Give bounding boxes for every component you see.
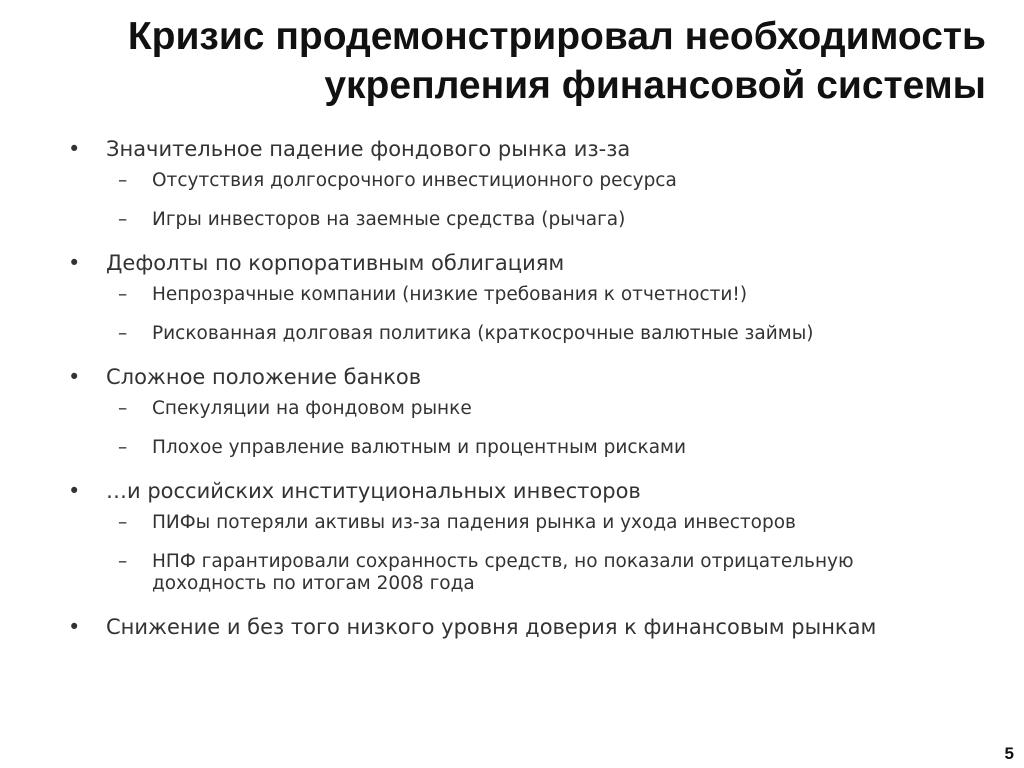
- bullet-marker: •: [68, 615, 81, 639]
- sub-bullet-text: Плохое управление валютным и процентным рисками: [152, 437, 687, 458]
- sub-bullet-item: [106, 284, 968, 306]
- sub-bullet-list: [106, 170, 968, 231]
- dash-marker: –: [118, 551, 128, 572]
- sub-bullet-text: ПИФы потеряли активы из-за падения рынка и ухода инвесторов: [152, 512, 796, 533]
- sub-bullet-text: Игры инвесторов на заемные средства (рычага): [152, 209, 626, 230]
- dash-marker: –: [118, 323, 128, 344]
- sub-bullet-text: Непрозрачные компании (низкие требования к отчетности!): [152, 284, 748, 305]
- sub-bullet-text: Отсутствия долгосрочного инвестиционного ресурса: [152, 170, 677, 191]
- sub-bullet-text: НПФ гарантировали сохранность средств, но показали отрицательную доходность по итогам 2008 года: [152, 551, 854, 594]
- bullet-marker: •: [68, 365, 81, 389]
- sub-bullet-item: [106, 209, 968, 231]
- bullet-text: Значительное падение фондового рынка из-за: [106, 137, 631, 161]
- sub-bullet-item: [106, 437, 968, 459]
- dash-marker: –: [118, 398, 128, 419]
- bullet-marker: •: [68, 251, 81, 275]
- bullet-text: Снижение и без того низкого уровня доверия к финансовым рынкам: [106, 615, 877, 639]
- slide-title: [26, 12, 986, 110]
- slide-title-line-1: Кризис продемонстрировал необходимость: [127, 15, 986, 58]
- bullet-item: [68, 476, 968, 595]
- sub-bullet-list: [106, 398, 968, 459]
- bullet-item: [68, 134, 968, 231]
- page-number: 5: [1004, 744, 1014, 763]
- sub-bullet-item: [106, 323, 968, 345]
- sub-bullet-list: [106, 512, 968, 595]
- slide-title-line-2: укрепления финансовой системы: [324, 64, 986, 107]
- bullet-item: [68, 612, 968, 642]
- bullet-marker: •: [68, 479, 81, 503]
- dash-marker: –: [118, 284, 128, 305]
- bullet-marker: •: [68, 137, 81, 161]
- bullet-text: Дефолты по корпоративным облигациям: [106, 251, 565, 275]
- sub-bullet-item: [106, 512, 968, 534]
- sub-bullet-item: [106, 551, 968, 595]
- bullet-item: [68, 362, 968, 459]
- bullet-item: [68, 248, 968, 345]
- dash-marker: –: [118, 209, 128, 230]
- dash-marker: –: [118, 437, 128, 458]
- sub-bullet-text: Рискованная долговая политика (краткосрочные валютные займы): [152, 323, 814, 344]
- bullet-text: Сложное положение банков: [106, 365, 422, 389]
- sub-bullet-item: [106, 170, 968, 192]
- dash-marker: –: [118, 170, 128, 191]
- bullet-text: …и российских институциональных инвесторов: [106, 479, 641, 503]
- sub-bullet-text: Спекуляции на фондовом рынке: [152, 398, 472, 419]
- sub-bullet-list: [106, 284, 968, 345]
- bullet-list: [68, 134, 968, 648]
- dash-marker: –: [118, 512, 128, 533]
- sub-bullet-item: [106, 398, 968, 420]
